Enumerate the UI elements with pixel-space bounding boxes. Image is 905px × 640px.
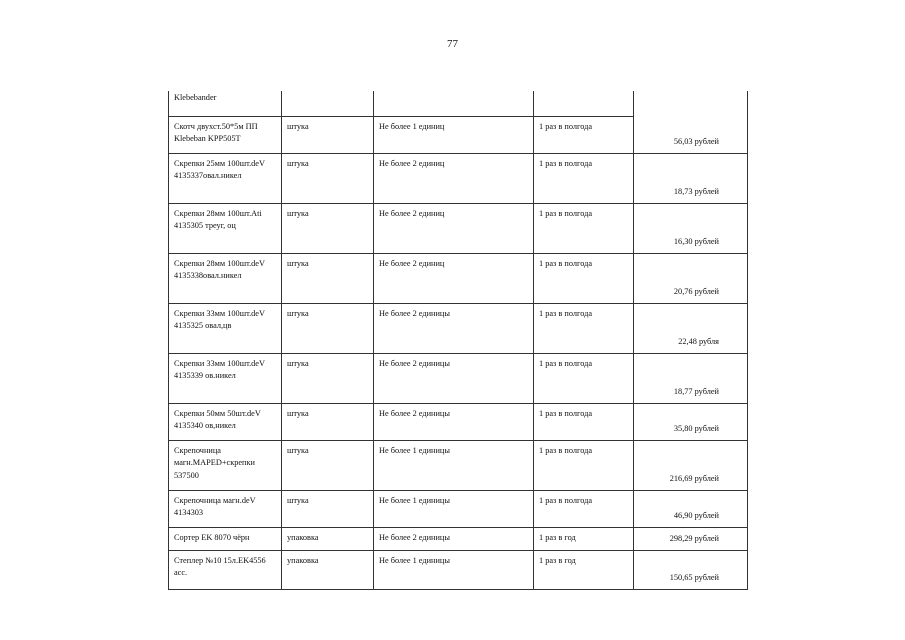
frequency-cell (534, 91, 634, 116)
norm-cell: Не более 1 единицы (374, 550, 534, 589)
item-name-cell: Скрепки 33мм 100шт.deV 4135325 овал,цв (169, 303, 282, 353)
norm-cell: Не более 2 единиц (374, 253, 534, 303)
unit-cell: штука (282, 303, 374, 353)
frequency-cell: 1 раз в полгода (534, 153, 634, 203)
table-row (169, 253, 748, 303)
unit-cell: штука (282, 440, 374, 490)
item-name-cell: Сортер EK 8070 чёрн (169, 527, 282, 550)
frequency-cell: 1 раз в полгода (534, 403, 634, 440)
unit-cell: упаковка (282, 527, 374, 550)
table-row (169, 303, 748, 353)
item-name-cell: Скрепочница магн.deV 4134303 (169, 490, 282, 527)
unit-cell: штука (282, 153, 374, 203)
norm-cell: Не более 1 единицы (374, 440, 534, 490)
frequency-cell: 1 раз в полгода (534, 303, 634, 353)
item-name-cell: Скрепки 28мм 100шт.deV 4135338овал.никел (169, 253, 282, 303)
item-name-cell: Скрепки 28мм 100шт.Ati 4135305 треуг, оц (169, 203, 282, 253)
item-name-cell: Скрепочница магн.MAPED+скрепки 537500 (169, 440, 282, 490)
price-cell: 22,48 рубля (634, 303, 748, 353)
unit-cell: штука (282, 403, 374, 440)
item-name-cell: Скрепки 50мм 50шт.deV 4135340 ов,никел (169, 403, 282, 440)
unit-cell: упаковка (282, 550, 374, 589)
table-row (169, 203, 748, 253)
frequency-cell: 1 раз в полгода (534, 440, 634, 490)
frequency-cell: 1 раз в полгода (534, 116, 634, 153)
item-name-cell: Степлер №10 15л.EK4556 асс. (169, 550, 282, 589)
price-cell (634, 91, 748, 116)
price-cell: 298,29 рублей (634, 527, 748, 550)
price-cell: 216,69 рублей (634, 440, 748, 490)
item-name-cell: Klebebander (169, 91, 282, 116)
table-row (169, 550, 748, 589)
price-cell: 150,65 рублей (634, 550, 748, 589)
norm-cell: Не более 2 единицы (374, 403, 534, 440)
table-row (169, 403, 748, 440)
norm-cell (374, 91, 534, 116)
item-name-cell: Скрепки 33мм 100шт.deV 4135339 ов.никел (169, 353, 282, 403)
table-row (169, 91, 748, 116)
frequency-cell: 1 раз в год (534, 550, 634, 589)
norm-cell: Не более 2 единицы (374, 527, 534, 550)
page-number: 77 (447, 38, 458, 50)
unit-cell: штука (282, 203, 374, 253)
table-row (169, 116, 748, 153)
price-cell: 20,76 рублей (634, 253, 748, 303)
price-cell: 18,77 рублей (634, 353, 748, 403)
item-name-cell: Скотч двухст.50*5м ПП Klebeban KPP505T (169, 116, 282, 153)
price-cell: 46,90 рублей (634, 490, 748, 527)
price-cell: 56,03 рублей (634, 116, 748, 153)
table-row (169, 440, 748, 490)
unit-cell: штука (282, 116, 374, 153)
unit-cell: штука (282, 490, 374, 527)
norm-cell: Не более 2 единицы (374, 303, 534, 353)
price-cell: 35,80 рублей (634, 403, 748, 440)
norm-cell: Не более 2 единицы (374, 353, 534, 403)
item-name-cell: Скрепки 25мм 100шт.deV 4135337овал.никел (169, 153, 282, 203)
norm-cell: Не более 1 единиц (374, 116, 534, 153)
norm-cell: Не более 1 единицы (374, 490, 534, 527)
supplies-table (168, 91, 748, 590)
norm-cell: Не более 2 единиц (374, 203, 534, 253)
unit-cell (282, 91, 374, 116)
unit-cell: штука (282, 253, 374, 303)
price-cell: 16,30 рублей (634, 203, 748, 253)
frequency-cell: 1 раз в полгода (534, 203, 634, 253)
price-cell: 18,73 рублей (634, 153, 748, 203)
frequency-cell: 1 раз в год (534, 527, 634, 550)
table-row (169, 153, 748, 203)
frequency-cell: 1 раз в полгода (534, 253, 634, 303)
frequency-cell: 1 раз в полгода (534, 490, 634, 527)
unit-cell: штука (282, 353, 374, 403)
frequency-cell: 1 раз в полгода (534, 353, 634, 403)
norm-cell: Не более 2 единиц (374, 153, 534, 203)
table-row (169, 527, 748, 550)
table-row (169, 353, 748, 403)
table-row (169, 490, 748, 527)
